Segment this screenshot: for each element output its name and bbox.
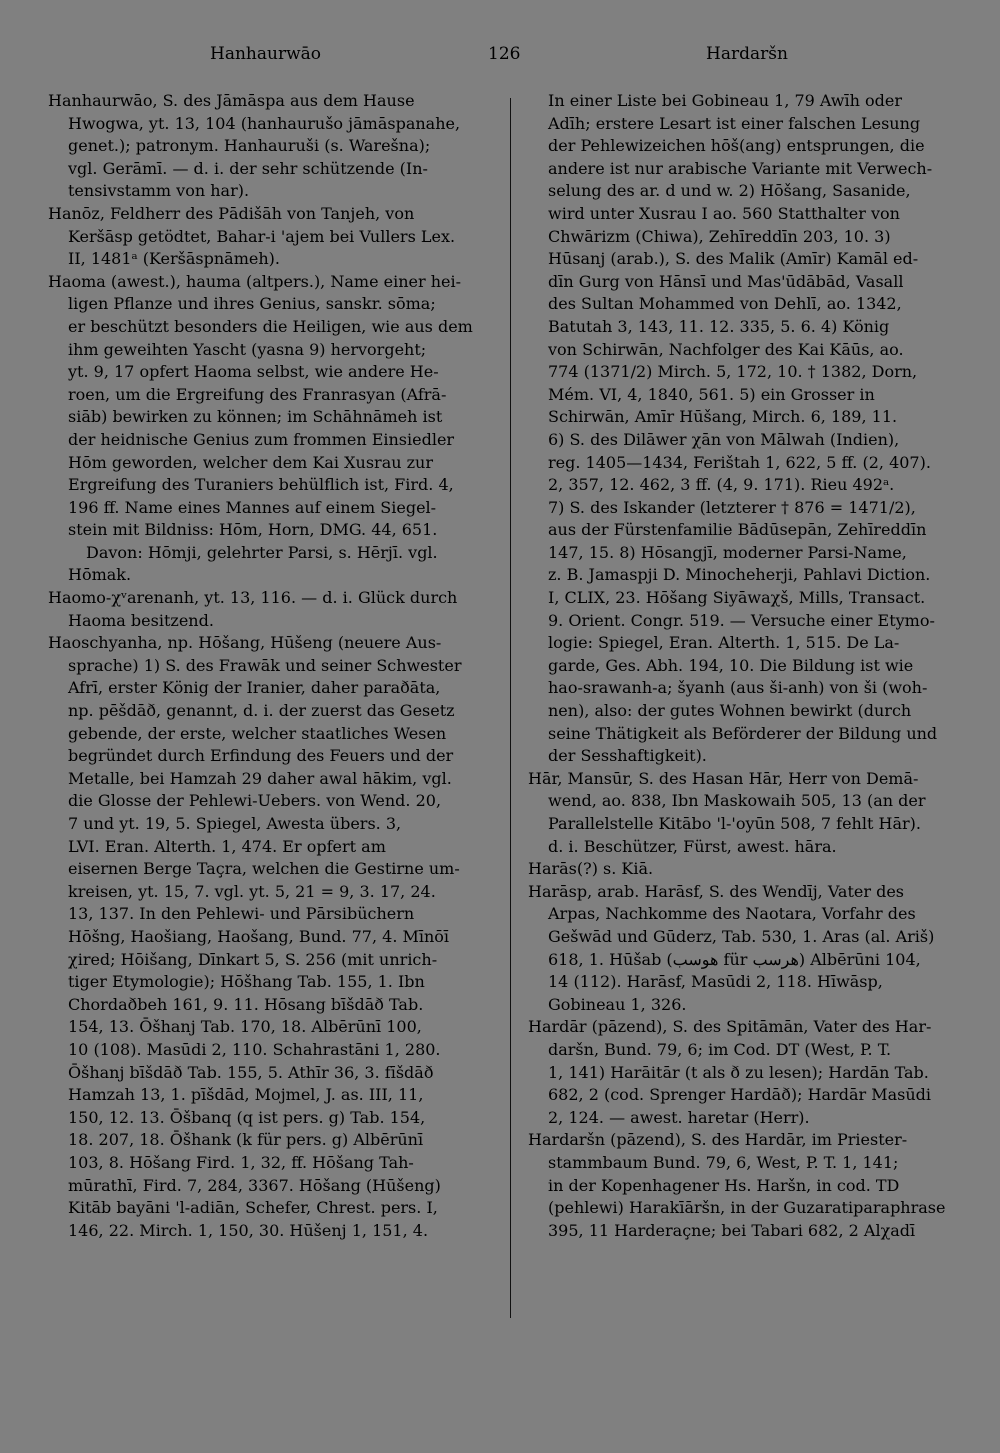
text-line: 10 (108). Masūdi 2, 110. Schahrastāni 1, 280. [68, 1039, 441, 1059]
text-line: 147, 15. 8) Hōsangjī, moderner Parsi-Name, [548, 542, 907, 562]
text-line: d. i. Beschützer, Fürst, awest. hāra. [548, 836, 837, 856]
text-line: Gobineau 1, 326. [548, 994, 687, 1014]
text-line: Schirwān, Amīr Hūšang, Mirch. 6, 189, 11. [548, 407, 898, 427]
text-line: Haoschyanha, np. Hōšang, Hūšeng (neuere Aus- [48, 633, 442, 653]
text-line: gebende, der erste, welcher staatliches Wesen [68, 723, 447, 743]
text-line: Haomo-χᵛarenanh, yt. 13, 116. — d. i. Glück durch [48, 588, 458, 608]
text-line: Metalle, bei Hamzah 29 daher awal hākim, vgl. [68, 768, 452, 788]
text-line: 103, 8. Hōšang Fird. 1, 32, ff. Hōšang Tah- [68, 1152, 414, 1172]
page-header [0, 44, 1000, 74]
text-line: Hamzah 13, 1. pīšdād, Mojmel, J. as. III, 11, [68, 1085, 424, 1105]
text-line: 154, 13. Ōšhanj Tab. 170, 18. Albērūnī 100, [68, 1017, 422, 1037]
text-line: wird unter Xusrau I ao. 560 Statthalter von [548, 203, 900, 223]
text-line: Adīh; erstere Lesart ist einer falschen Lesung [548, 113, 921, 133]
text-line: Batutah 3, 143, 11. 12. 335, 5. 6. 4) König [548, 316, 890, 336]
text-line: reg. 1405—1434, Ferištah 1, 622, 5 ff. (2, 407). [548, 452, 931, 472]
text-line: garde, Ges. Abh. 194, 10. Die Bildung ist wie [548, 655, 914, 675]
text-line: vgl. Gerāmī. — d. i. der sehr schützende (In- [68, 158, 428, 178]
text-line: von Schirwān, Nachfolger des Kai Kāūs, ao. [548, 339, 904, 359]
text-line: 6) S. des Dilāwer χān von Mālwah (Indien), [548, 429, 900, 449]
text-line: wend, ao. 838, Ibn Maskowaih 505, 13 (an der [548, 791, 926, 811]
text-line: daršn, Bund. 79, 6; im Cod. DT (West, P. T. [548, 1039, 892, 1059]
text-line: Hūsanj (arab.), S. des Malik (Amīr) Kamāl ed- [548, 249, 919, 269]
text-line: Hōm geworden, welcher dem Kai Xusrau zur [68, 452, 433, 472]
text-line: χired; Hōišang, Dīnkart 5, S. 256 (mit unrich- [68, 949, 438, 969]
text-line: Chwārizm (Chiwa), Zehīreddīn 203, 10. 3) [548, 226, 891, 246]
text-line: 196 ff. Name eines Mannes auf einem Siegel- [68, 497, 437, 517]
text-line: andere ist nur arabische Variante mit Verwech- [548, 158, 933, 178]
text-line: Harāsp, arab. Harāsf, S. des Wendīj, Vater des [528, 881, 905, 901]
text-line: Hardaršn (pāzend), S. des Hardār, im Priester- [528, 1130, 908, 1150]
text-line: 7 und yt. 19, 5. Spiegel, Awesta übers. 3, [68, 814, 402, 833]
text-line: 7) S. des Iskander (letzterer † 876 = 1471/2), [548, 497, 916, 517]
text-line: er beschützt besonders die Heiligen, wie aus dem [68, 316, 473, 336]
text-line: 2, 124. — awest. haretar (Herr). [548, 1107, 810, 1127]
column-divider [510, 98, 511, 1318]
text-line: 774 (1371/2) Mirch. 5, 172, 10. † 1382, Dorn, [548, 362, 918, 382]
text-line: 1, 141) Harāitār (t als ð zu lesen); Hardān Tab. [548, 1062, 929, 1082]
text-line: genet.); patronym. Hanhauruši (s. Warešna); [68, 136, 431, 156]
text-line: Hardār (pāzend), S. des Spitāmān, Vater des Har- [528, 1017, 932, 1037]
text-line: 14 (112). Harāsf, Masūdi 2, 118. Hīwāsp, [548, 972, 883, 992]
text-line: stein mit Bildniss: Hōm, Horn, DMG. 44, 651. [68, 520, 438, 540]
running-head-right: Hardaršn [706, 44, 788, 64]
text-line: Chordaðbeh 161, 9. 11. Hōsang bīšdāð Tab. [68, 994, 424, 1014]
text-line: 18. 207, 18. Ōšhank (k für pers. g) Albērūnī [68, 1130, 424, 1150]
text-line: z. B. Jamaspji D. Minocheherji, Pahlavi Diction. [548, 565, 931, 585]
text-line: LVI. Eran. Alterth. 1, 474. Er opfert am [68, 836, 386, 856]
text-line: Parallelstelle Kitābo 'l-'oyūn 508, 7 fehlt Hār). [548, 814, 921, 833]
text-line: Gešwād und Gūderz, Tab. 530, 1. Aras (al. Ariš) [548, 926, 935, 946]
text-line: tensivstamm von har). [68, 181, 250, 201]
text-line: des Sultan Mohammed von Dehlī, ao. 1342, [548, 294, 902, 314]
text-line: 9. Orient. Congr. 519. — Versuche einer Etymo- [548, 610, 935, 630]
text-line: Keršāsp getödtet, Bahar-i 'ajem bei Vullers Lex. [68, 226, 456, 246]
text-line: 150, 12. 13. Ōšbanq (q ist pers. g) Tab. 154, [68, 1107, 426, 1127]
text-line: der heidnische Genius zum frommen Einsiedler [68, 429, 455, 449]
text-line: ihm geweihten Yascht (yasna 9) hervorgeht; [68, 339, 427, 359]
text-line: selung des ar. d und w. 2) Hōšang, Sasanide, [548, 181, 911, 201]
text-line: (pehlewi) Harakīāršn, in der Guzaratiparaphrase [548, 1198, 946, 1218]
text-line: Afrī, erster König der Iranier, daher paraðāta, [68, 678, 441, 698]
text-line: Ōšhanj bīšdāð Tab. 155, 5. Athīr 36, 3. fīšdāð [68, 1062, 434, 1082]
text-line: tiger Etymologie); Hōšhang Tab. 155, 1. Ibn [68, 972, 425, 992]
text-line: Harās(?) s. Kiā. [528, 859, 654, 879]
text-line: 2, 357, 12. 462, 3 ff. (4, 9. 171). Rieu 492ᵃ. [548, 475, 895, 495]
text-line: Haoma (awest.), hauma (altpers.), Name einer hei- [48, 271, 462, 291]
text-line: Davon: Hōmji, gelehrter Parsi, s. Hērjī. vgl. [86, 542, 438, 562]
text-line: np. pēšdāð, genannt, d. i. der zuerst das Gesetz [68, 701, 455, 721]
text-line: I, CLIX, 23. Hōšang Siyāwaχš, Mills, Transact. [548, 588, 926, 608]
text-line: Haoma besitzend. [68, 610, 214, 630]
text-line: eisernen Berge Taçra, welchen die Gestirne um- [68, 859, 460, 879]
running-head-left: Hanhaurwāo [210, 44, 321, 64]
text-line: kreisen, yt. 15, 7. vgl. yt. 5, 21 = 9, 3. 17, 24. [68, 881, 436, 901]
text-line: mūrathī, Fird. 7, 284, 3367. Hōšang (Hūšeng) [68, 1175, 441, 1195]
text-line: seine Thätigkeit als Beförderer der Bildung und [548, 723, 938, 743]
text-line: die Glosse der Pehlewi-Uebers. von Wend. 20, [68, 791, 442, 811]
text-line: Hanōz, Feldherr des Pādišāh von Tanjeh, von [48, 203, 415, 223]
text-line: In einer Liste bei Gobineau 1, 79 Awīh oder [548, 91, 902, 110]
text-line: Hwogwa, yt. 13, 104 (hanhaurušo jāmāspanahe, [68, 113, 461, 133]
text-line: ligen Pflanze und ihres Genius, sanskr. sōma; [68, 294, 436, 314]
text-line: 146, 22. Mirch. 1, 150, 30. Hūšenj 1, 151, 4. [68, 1220, 429, 1240]
text-line: 395, 11 Harderaçne; bei Tabari 682, 2 Alχadī [548, 1220, 916, 1240]
text-line: dīn Gurg von Hānsī und Mas'ūdābād, Vasall [548, 271, 904, 291]
page-number: 126 [488, 44, 521, 64]
right-column [528, 90, 964, 1242]
text-line: stammbaum Bund. 79, 6, West, P. T. 1, 141; [548, 1152, 899, 1172]
text-line: Arpas, Nachkomme des Naotara, Vorfahr des [548, 904, 916, 924]
text-line: siāb) bewirken zu können; im Schāhnāmeh ist [68, 407, 443, 427]
text-line: Mém. VI, 4, 1840, 561. 5) ein Grosser in [548, 384, 875, 404]
text-line: in der Kopenhagener Hs. Haršn, in cod. TD [548, 1175, 900, 1195]
text-line: 13, 137. In den Pehlewi- und Pārsibüchern [68, 904, 415, 924]
text-line: yt. 9, 17 opfert Haoma selbst, wie andere He- [68, 362, 439, 382]
text-line: Hanhaurwāo, S. des Jāmāspa aus dem Hause [48, 91, 415, 110]
text-line: sprache) 1) S. des Frawāk und seiner Schwester [68, 655, 462, 675]
text-line: der Sesshaftigkeit). [548, 746, 707, 766]
text-line: aus der Fürstenfamilie Bādūsepān, Zehīreddīn [548, 520, 927, 540]
text-line: der Pehlewizeichen hōš(ang) entsprungen, die [548, 136, 925, 156]
text-line: 618, 1. Hūšab (هوسب für هرسب) Albērūni 104, [548, 949, 921, 969]
left-column [48, 90, 484, 1242]
text-line: logie: Spiegel, Eran. Alterth. 1, 515. De La- [548, 633, 900, 653]
text-line: hao-srawanh-a; šyanh (aus ši-anh) von ši (woh- [548, 678, 928, 698]
text-line: begründet durch Erfindung des Feuers und der [68, 746, 454, 766]
text-line: nen), also: der gutes Wohnen bewirkt (durch [548, 701, 912, 721]
text-line: 682, 2 (cod. Sprenger Hardāð); Hardār Masūdi [548, 1085, 932, 1105]
text-line: Hār, Mansūr, S. des Hasan Hār, Herr von Demā- [528, 768, 919, 788]
text-line: Ergreifung des Turaniers behülflich ist, Fird. 4, [68, 475, 454, 495]
text-line: Hōmak. [68, 565, 132, 585]
text-line: II, 1481ᵃ (Keršāspnāmeh). [68, 249, 280, 269]
text-line: Hōšng, Haošiang, Haošang, Bund. 77, 4. Mīnōī [68, 926, 450, 946]
text-line: roen, um die Ergreifung des Franrasyan (Afrā- [68, 384, 447, 404]
text-line: Kitāb bayāni 'l-adiān, Schefer, Chrest. pers. I, [68, 1198, 438, 1218]
